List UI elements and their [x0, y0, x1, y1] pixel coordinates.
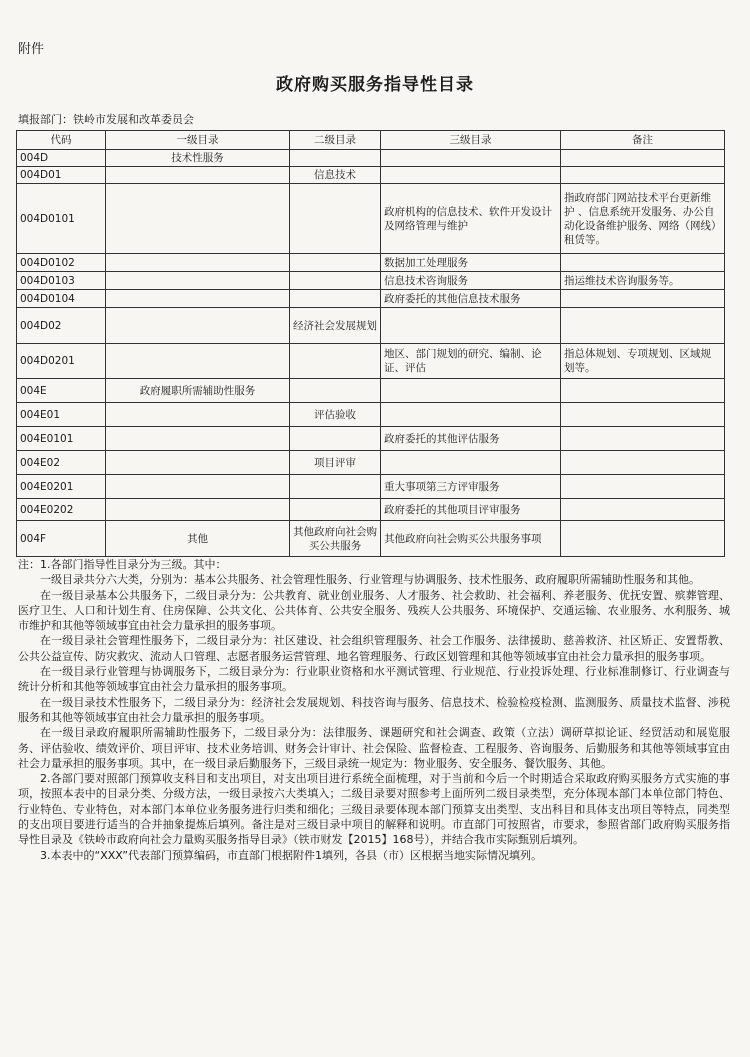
cell-level1: [106, 451, 290, 475]
cell-level1: [106, 272, 290, 290]
cell-level3: 重大事项第三方评审服务: [381, 475, 561, 499]
cell-level1: [106, 254, 290, 272]
table-row: [17, 254, 725, 272]
cell-level2: [290, 272, 381, 290]
cell-level2: [290, 150, 381, 167]
cell-note: 指运维技术咨询服务等。: [561, 272, 725, 290]
column-header-level1: 一级目录: [106, 131, 290, 150]
note-paragraph: 在一级目录基本公共服务下，二级目录分为：公共教育、就业创业服务、人才服务、社会救助、社会福利、养老服务、优抚安置、殡葬管理、医疗卫生、人口和计划生育、住房保障、公共文化、公共体育、公共安全服务、残疾人公共服务、环境保护、交通运输、农业服务、水利服务、城市维护和其他等领域事宜由社会力量承担的服务事项。: [18, 588, 730, 633]
note-paragraph: 2.各部门要对照部门预算收支科目和支出项目，对支出项目进行系统全面梳理，对于当前和今后一个时期适合采取政府购买服务方式实施的事项，按照本表中的目录分类、分级方法，一级目录按六大类填入；二级目录要对照参考上面所列二级目录类型，充分体现本部门本单位部门特色、行业特色、专业特色，对本部门本单位业务服务进行归类和细化；三级目录要体现本部门预算支出类型、支出科目和具体支出项目等特点，同类型的支出项目要进行适当的合并抽象提炼后填列。备注是对三级目录中项目的解释和说明。市直部门可按照省，市要求，参照省部门政府购买服务指导性目录及《铁岭市政府向社会力量购买服务指导目录》（铁市财发【2015】168号），并结合我市实际甄别后填列。: [18, 772, 730, 847]
table-row: [17, 290, 725, 308]
table-row: [17, 150, 725, 167]
cell-level2: 评估验收: [290, 403, 381, 427]
cell-level2: [290, 379, 381, 403]
cell-level2: 其他政府向社会购买公共服务: [290, 521, 381, 557]
column-header-level3: 三级目录: [381, 131, 561, 150]
cell-level2: [290, 184, 381, 254]
cell-level3: 地区、部门规划的研究、编制、论证、评估: [381, 344, 561, 379]
cell-code: 004D0201: [17, 344, 106, 379]
cell-code: 004E0202: [17, 499, 106, 521]
cell-note: [561, 150, 725, 167]
notes-section: [18, 557, 730, 863]
page-title: 政府购买服务指导性目录: [276, 75, 474, 95]
cell-level3: 其他政府向社会购买公共服务事项: [381, 521, 561, 557]
cell-level2: [290, 499, 381, 521]
cell-note: [561, 308, 725, 344]
cell-level3: [381, 451, 561, 475]
cell-level2: 项目评审: [290, 451, 381, 475]
cell-level3: 政府委托的其他项目评审服务: [381, 499, 561, 521]
cell-level1: [106, 344, 290, 379]
column-header-note: 备注: [561, 131, 725, 150]
cell-code: 004D01: [17, 167, 106, 184]
cell-level1: 其他: [106, 521, 290, 557]
table-row: [17, 475, 725, 499]
table-row: [17, 427, 725, 451]
cell-level1: 政府履职所需辅助性服务: [106, 379, 290, 403]
cell-level2: [290, 344, 381, 379]
cell-code: 004D0103: [17, 272, 106, 290]
cell-note: 指政府部门网站技术平台更新维护 、信息系统开发服务、办公自动化设备维护服务、网络（网线）租赁等。: [561, 184, 725, 254]
cell-level1: [106, 167, 290, 184]
table-row: [17, 403, 725, 427]
cell-level1: [106, 308, 290, 344]
cell-code: 004E: [17, 379, 106, 403]
cell-code: 004D0101: [17, 184, 106, 254]
cell-level1: [106, 184, 290, 254]
cell-level3: 政府机构的信息技术、软件开发设计及网络管理与维护: [381, 184, 561, 254]
cell-note: [561, 254, 725, 272]
cell-code: 004E02: [17, 451, 106, 475]
cell-level3: [381, 150, 561, 167]
note-paragraph: 在一级目录技术性服务下，二级目录分为：经济社会发展规划、科技咨询与服务、信息技术、检验检疫检测、监测服务、质量技术监督、涉税服务和其他等领域事宜由社会力量承担的服务事项。: [18, 695, 730, 724]
cell-level3: 信息技术咨询服务: [381, 272, 561, 290]
table-row: [17, 344, 725, 379]
cell-code: 004D0102: [17, 254, 106, 272]
note-paragraph: 在一级目录政府履职所需辅助性服务下，二级目录分为：法律服务、课题研究和社会调查、政策（立法）调研草拟论证、经贸活动和展览服务、评估验收、绩效评价、项目评审、技术业务培训、财务会计审计、社会保险、监督检查、工程服务、咨询服务、后勤服务和其他等领域事宜由社会力量承担的服务事项。其中，在一级目录后勤服务下，三级目录统一规定为：物业服务、安全服务、餐饮服务、其他。: [18, 726, 730, 770]
table-row: [17, 451, 725, 475]
cell-level3: [381, 308, 561, 344]
cell-note: [561, 521, 725, 557]
cell-code: 004E01: [17, 403, 106, 427]
cell-level2: [290, 254, 381, 272]
note-paragraph: 3.本表中的“XXX”代表部门预算编码，市直部门根据附件1填列，各县（市）区根据当地实际情况填列。: [40, 848, 543, 862]
cell-level3: 数据加工处理服务: [381, 254, 561, 272]
table-header-row: [17, 131, 725, 150]
cell-level3: 政府委托的其他信息技术服务: [381, 290, 561, 308]
cell-level1: [106, 403, 290, 427]
cell-level1: [106, 499, 290, 521]
attachment-label: 附件: [18, 42, 45, 57]
cell-code: 004E0101: [17, 427, 106, 451]
cell-code: 004D: [17, 150, 106, 167]
table-row: [17, 272, 725, 290]
note-paragraph: 注：1.各部门指导性目录分为三级。其中：: [18, 558, 227, 571]
note-paragraph: 在一级目录社会管理性服务下，二级目录分为：社区建设、社会组织管理服务、社会工作服务、法律援助、慈善救济、社区矫正、安置帮教、公共公益宣传、防灾救灾、流动人口管理、志愿者服务运营管理、地名管理服务、行政区划管理和其他等领域事宜由社会力量承担的服务事项。: [18, 634, 730, 663]
cell-level3: 政府委托的其他评估服务: [381, 427, 561, 451]
cell-level2: [290, 427, 381, 451]
cell-level1: 技术性服务: [106, 150, 290, 167]
cell-code: 004F: [17, 521, 106, 557]
cell-note: [561, 167, 725, 184]
cell-note: [561, 451, 725, 475]
cell-level3: [381, 167, 561, 184]
cell-note: [561, 427, 725, 451]
cell-code: 004D02: [17, 308, 106, 344]
table-row: [17, 184, 725, 254]
table-row: [17, 167, 725, 184]
cell-level1: [106, 475, 290, 499]
note-paragraph: 在一级目录行业管理与协调服务下，二级目录分为：行业职业资格和水平测试管理、行业规范、行业投诉处理、行业标准制修订、行业调查与统计分析和其他等领域事宜由社会力量承担的服务事项。: [18, 665, 730, 694]
table-row: [17, 308, 725, 344]
table-row: [17, 521, 725, 557]
catalog-table: [16, 130, 725, 557]
cell-code: 004E0201: [17, 475, 106, 499]
column-header-level2: 二级目录: [290, 131, 381, 150]
cell-level2: 信息技术: [290, 167, 381, 184]
cell-note: [561, 499, 725, 521]
cell-level1: [106, 427, 290, 451]
cell-level2: 经济社会发展规划: [290, 308, 381, 344]
cell-note: [561, 290, 725, 308]
cell-level3: [381, 403, 561, 427]
note-paragraph: 一级目录共分六大类，分别为：基本公共服务、社会管理性服务、行业管理与协调服务、技术性服务、政府履职所需辅助性服务和其他。: [40, 573, 700, 587]
cell-note: [561, 403, 725, 427]
cell-level3: [381, 379, 561, 403]
cell-note: [561, 475, 725, 499]
column-header-code: 代码: [17, 131, 106, 150]
cell-level1: [106, 290, 290, 308]
cell-note: [561, 379, 725, 403]
filing-department: 填报部门：铁岭市发展和改革委员会: [18, 113, 194, 126]
cell-level2: [290, 475, 381, 499]
table-row: [17, 499, 725, 521]
table-row: [17, 379, 725, 403]
cell-code: 004D0104: [17, 290, 106, 308]
cell-note: 指总体规划、专项规划、区域规划等。: [561, 344, 725, 379]
cell-level2: [290, 290, 381, 308]
